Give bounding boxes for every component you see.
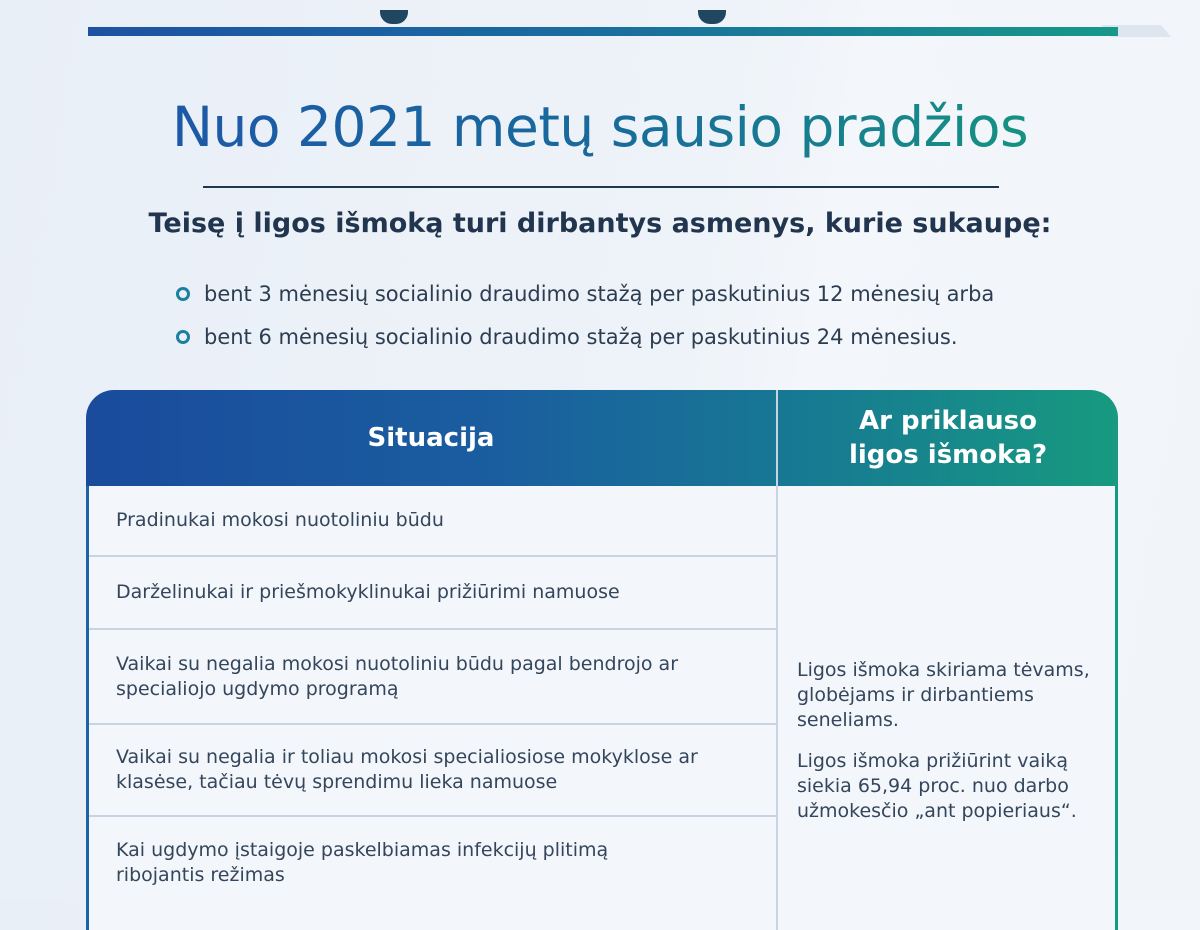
circle-bullet-icon [176,287,190,301]
column-header-situation: Situacija [367,423,495,453]
answer-paragraph: Ligos išmoka skiriama tėvams, globėjams ir dirbantiems seneliams. [797,659,1090,731]
table-row [89,630,776,725]
criteria-text: bent 6 mėnesių socialinio draudimo stažą per paskutinius 24 mėnesius. [204,324,958,349]
table-header [86,390,1118,486]
circle-bullet-icon [176,330,190,344]
title-divider [203,186,999,188]
situations-column [86,486,776,930]
criteria-text: bent 3 mėnesių socialinio draudimo stažą per paskutinius 12 mėnesių arba [204,281,995,306]
cropped-heading-remnant [380,0,800,24]
situation-text: Kai ugdymo įstaigoje paskelbiamas infekcijų plitimą ribojantis režimas [116,839,609,886]
table-row [89,557,776,630]
situation-text: Vaikai su negalia ir toliau mokosi specialiosiose mokyklose ar klasėse, tačiau tėvų sprendimu lieka namuose [116,746,698,793]
eligibility-criteria-list [176,272,994,358]
column-header-answer [778,390,1118,486]
column-header-answer-text: Ar priklauso ligos išmoka? [848,406,1048,470]
answer-cell [797,658,1107,840]
page-title: Nuo 2021 metų sausio pradžios [0,95,1200,159]
criteria-item [176,272,994,315]
situation-text: Vaikai su negalia mokosi nuotoliniu būdu pagal bendrojo ar specialiojo ugdymo programą [116,652,679,700]
situation-text: Pradinukai mokosi nuotoliniu būdu [116,509,444,531]
criteria-item [176,315,994,358]
answer-column [778,486,1118,930]
table-row [89,486,776,557]
table-row [89,725,776,817]
benefit-table [86,390,1118,930]
header-accent-bar [88,27,1118,36]
eligibility-intro: Teisę į ligos išmoką turi dirbantys asmenys, kurie sukaupę: [148,208,1052,239]
situation-text: Darželinukai ir priešmokyklinukai prižiūrimi namuose [116,581,620,603]
answer-paragraph: Ligos išmoka prižiūrint vaiką siekia 65,94 proc. nuo darbo užmokesčio „ant popieriaus“. [797,750,1077,822]
table-row [89,817,776,909]
